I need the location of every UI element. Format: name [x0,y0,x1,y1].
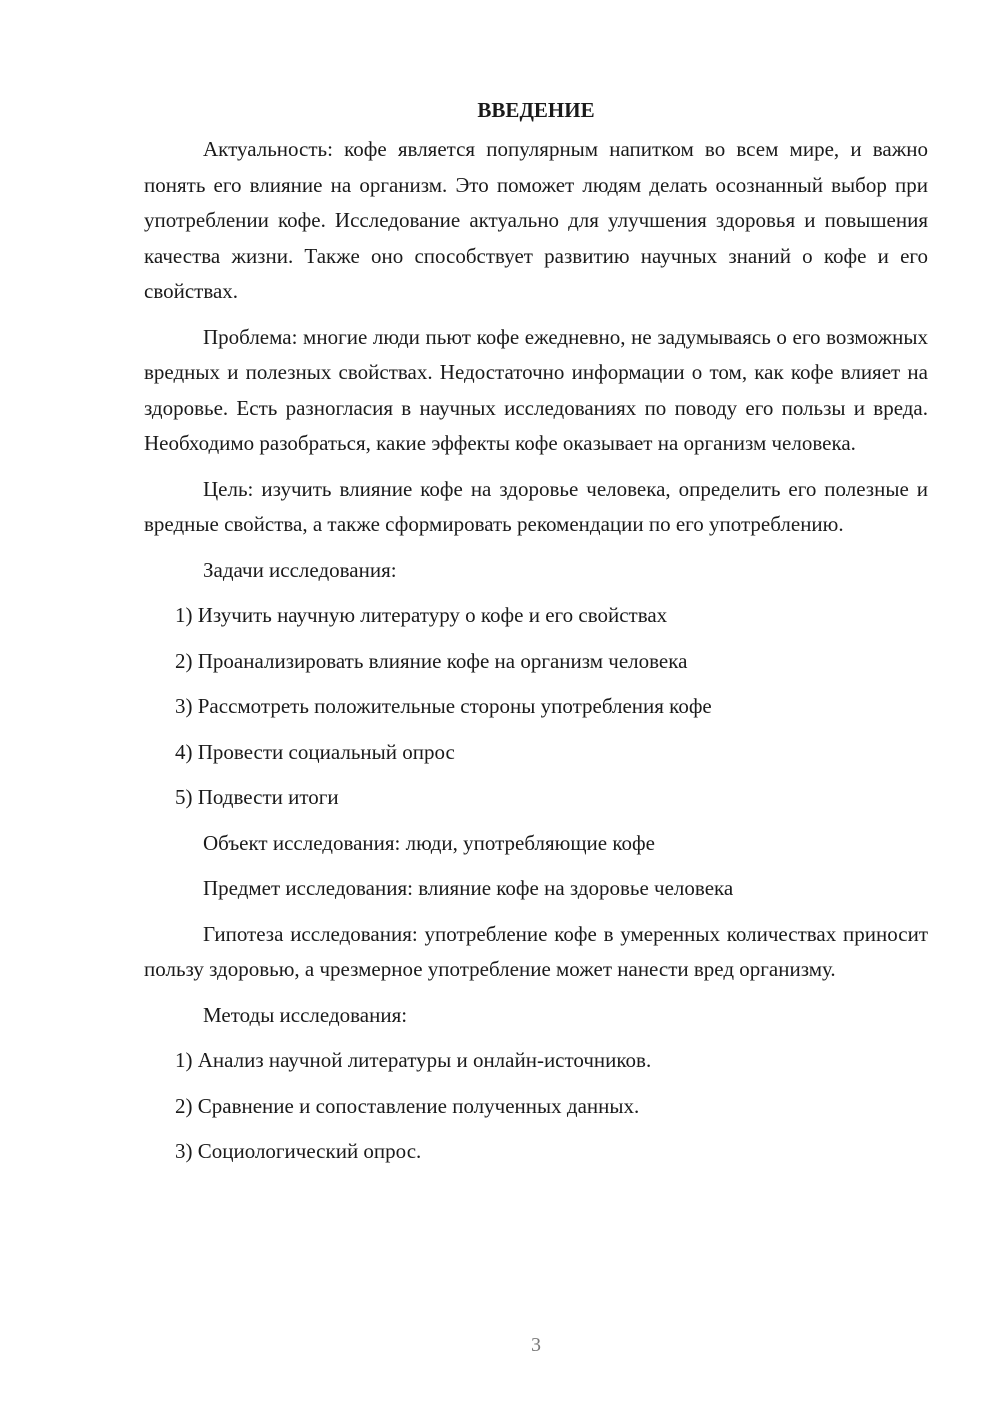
task-item: 4) Провести социальный опрос [175,739,455,764]
methods-heading: Методы исследования: [203,1002,408,1027]
task-item: 3) Рассмотреть положительные стороны употребления кофе [175,694,712,718]
task-item: 2) Проанализировать влияние кофе на организм человека [175,648,688,673]
method-item: 1) Анализ научной литературы и онлайн-источников. [175,1048,652,1072]
tasks-list [144,598,928,816]
method-item: 2) Сравнение и сопоставление полученных данных. [175,1093,640,1118]
page-number: 3 [531,1334,541,1356]
subject-paragraph: Предмет исследования: влияние кофе на здоровье человека [203,876,734,900]
task-item: 5) Подвести итоги [175,785,339,809]
methods-list [144,1043,928,1170]
tasks-heading: Задачи исследования: [203,557,397,582]
relevance-paragraph: Актуальность: кофе является популярным напитком во всем мире, и важно понять его влияние на организм. Это поможет людям делать осознанный выбор при употреблении кофе. Исследование актуально для улучшения здоровья и повышения качества жизни. Также оно способствует развитию научных знаний о кофе и его свойствах. [144,137,928,303]
section-heading: ВВЕДЕНИЕ [477,98,595,122]
method-item: 3) Социологический опрос. [175,1139,422,1163]
goal-paragraph: Цель: изучить влияние кофе на здоровье человека, определить его полезные и вредные свойства, а также сформировать рекомендации по его употреблению. [144,476,928,536]
document-page [144,96,928,1180]
problem-paragraph: Проблема: многие люди пьют кофе ежедневно, не задумываясь о его возможных вредных и полезных свойствах. Недостаточно информации о том, как кофе влияет на здоровье. Есть разногласия в научных исследованиях по поводу его пользы и вреда. Необходимо разобраться, какие эффекты кофе оказывает на организм человека. [144,324,928,455]
hypothesis-paragraph: Гипотеза исследования: употребление кофе в умеренных количествах приносит пользу здоровью, а чрезмерное употребление может нанести вред организму. [144,921,928,981]
task-item: 1) Изучить научную литературу о кофе и его свойствах [175,603,668,627]
object-paragraph: Объект исследования: люди, употребляющие кофе [203,830,655,855]
